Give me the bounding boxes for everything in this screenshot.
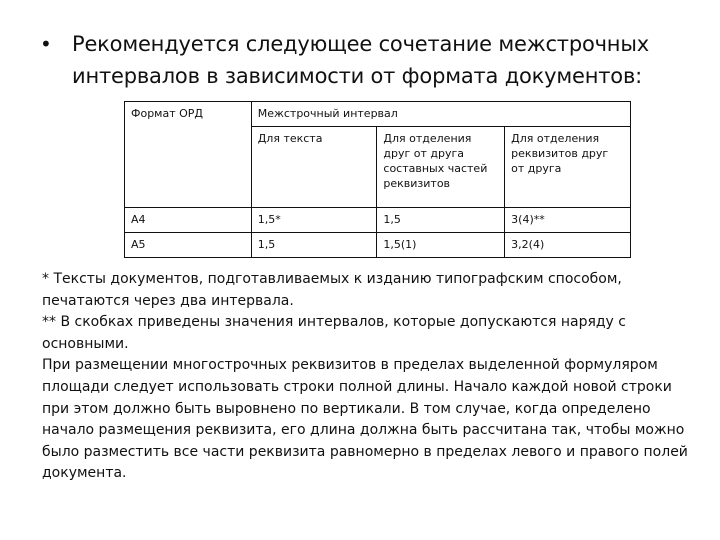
requisites-interval-cell: 3,2(4) [505, 233, 631, 258]
requisites-interval-cell: 3(4)** [505, 208, 631, 233]
subheader-text-cell: Для текста [251, 127, 377, 208]
footnote-double-star: ** В скобках приведены значения интервалов, которые допускаются наряду с основными. [42, 314, 626, 352]
subheader-requisites-cell: Для отделения реквизитов друг от друга [505, 127, 631, 208]
text-interval-cell: 1,5* [251, 208, 377, 233]
table-header-row [125, 102, 631, 127]
title-text: Рекомендуется следующее сочетание межстрочных интервалов в зависимости от формата документов: [72, 32, 649, 88]
header-interval-cell: Межстрочный интервал [251, 102, 630, 127]
subheader-parts-cell: Для отделения друг от друга составных частей реквизитов [377, 127, 505, 208]
table-row [125, 233, 631, 258]
bullet-icon: • [40, 32, 52, 56]
slide-title [40, 28, 680, 92]
requisites-placement-paragraph: При размещении многострочных реквизитов в пределах выделенной формуляром площади следует использовать строки полной длины. Начало каждой новой строки при этом должно быть выровнено по вертикали. В том случае, когда определено начало размещения реквизита, его длина должна быть рассчитана так, чтобы можно было разместить все части реквизита равномерно в пределах левого и правого полей документа. [42, 357, 688, 482]
parts-interval-cell: 1,5(1) [377, 233, 505, 258]
format-cell: А4 [125, 208, 252, 233]
notes-block [42, 269, 692, 485]
parts-interval-cell: 1,5 [377, 208, 505, 233]
table-row [125, 208, 631, 233]
header-format-cell: Формат ОРД [125, 102, 252, 208]
footnote-single-star: * Тексты документов, подготавливаемых к изданию типографским способом, печатаются через два интервала. [42, 271, 622, 309]
format-cell: А5 [125, 233, 252, 258]
text-interval-cell: 1,5 [251, 233, 377, 258]
line-spacing-table [124, 101, 631, 258]
